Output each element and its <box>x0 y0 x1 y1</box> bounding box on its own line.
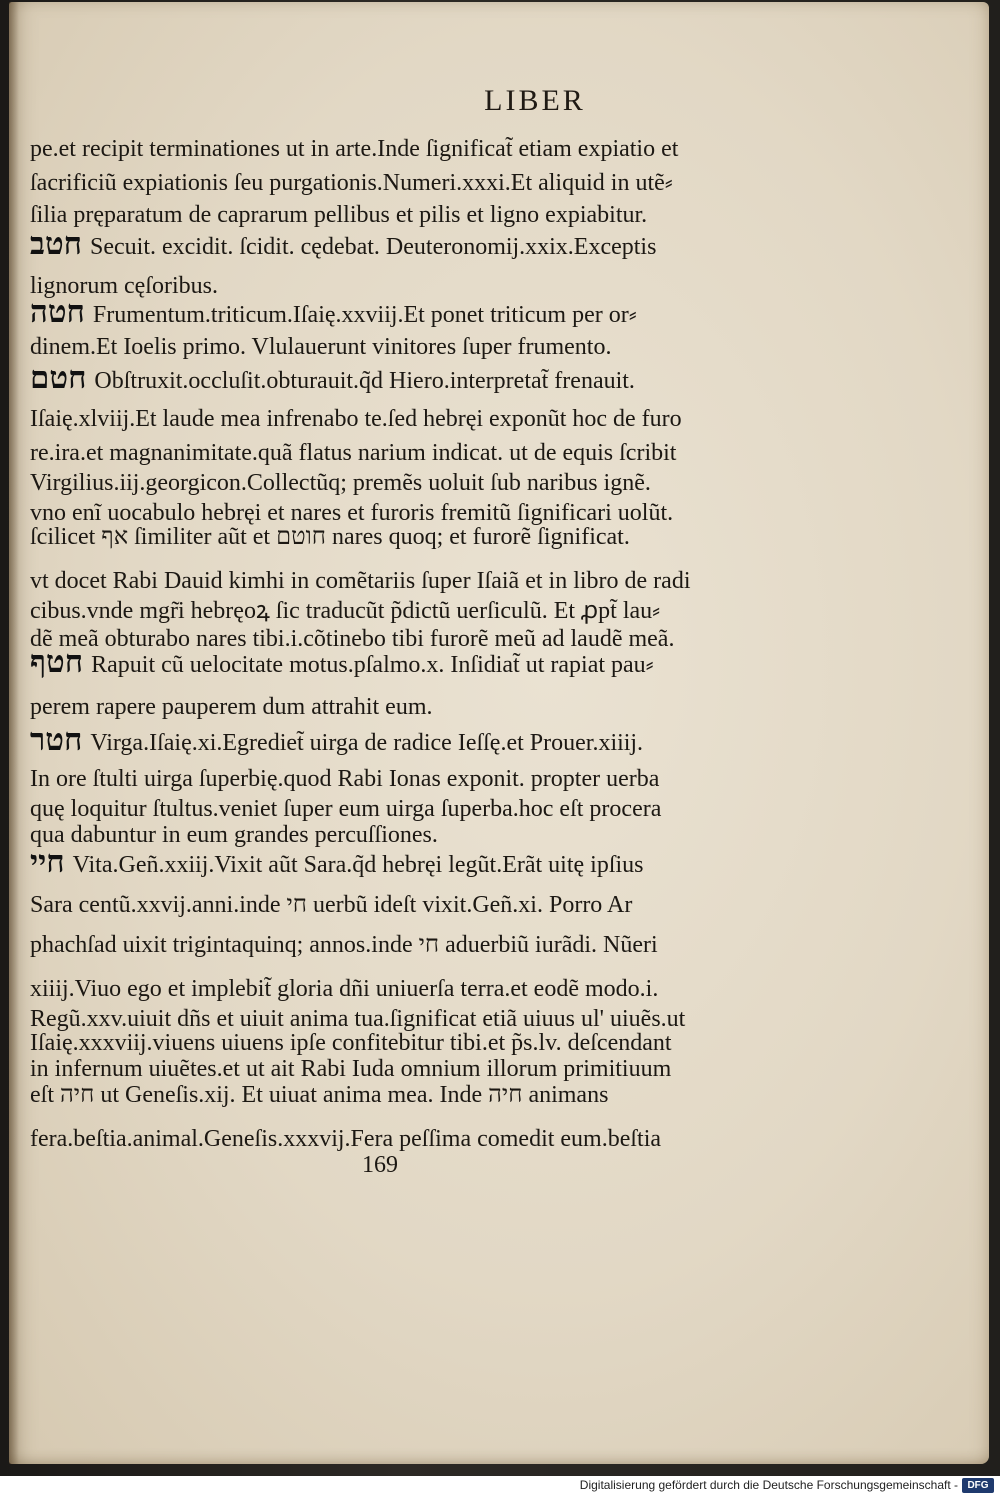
line-text: pe.et recipit terminationes ut in arte.Inde ſignificat̃ etiam expiatio et <box>30 136 679 162</box>
text-line <box>30 137 678 161</box>
text-line <box>30 823 438 847</box>
line-text: re.ira.et magnanimitate.quã flatus narium indicat. ut de equis ſcribit <box>30 440 677 466</box>
text-line <box>30 441 676 465</box>
line-text: Obſtruxit.occluſit.obturauit.q̃d Hiero.interpretat̃ frenauit. <box>94 368 635 394</box>
text-line <box>30 599 660 623</box>
line-text: in infernum uiuẽtes.et ut ait Rabi Iuda omnium illorum primitiuum <box>30 1056 672 1082</box>
line-text: Frumentum.triticum.Iſaię.xxviĳ.Et ponet triticum per or⸗ <box>92 302 637 328</box>
text-line <box>30 171 673 195</box>
text-line <box>30 203 647 227</box>
text-line <box>30 695 432 719</box>
text-line <box>30 335 611 359</box>
hebrew-headword: חטה <box>30 294 85 330</box>
text-line <box>30 226 657 262</box>
text-line <box>30 977 658 1001</box>
line-text: vno enĩ uocabulo hebręi et nares et furoris fremitũ ſignificari uolũt. <box>30 500 674 526</box>
line-text: xiiĳ.Viuo ego et implebit̃ gloria dñi uniuerſa terra.et eodẽ modo.i. <box>30 976 659 1002</box>
text-line <box>30 501 673 525</box>
line-text: dinem.Et Ioelis primo. Vlulauerunt vinitores ſuper frumento. <box>30 334 612 360</box>
hebrew-headword: חיי <box>30 844 65 880</box>
line-text: fera.beſtia.animal.Geneſis.xxxvĳ.Fera peſſima comedit eum.beſtia <box>30 1126 662 1152</box>
text-line <box>30 1031 672 1055</box>
line-text: Iſaię.xlviĳ.Et laude mea infrenabo te.ſed hebręi exponũt hoc de furo <box>30 406 682 432</box>
line-text: ſcilicet אף ſimiliter aũt et חוטם nares quoq; et furorẽ ſignificat. <box>30 524 630 550</box>
hebrew-headword: חטר <box>30 722 83 758</box>
text-line <box>30 569 690 593</box>
running-head: LIBER <box>484 84 586 117</box>
dfg-logo: DFG <box>962 1478 994 1493</box>
footer-credit: Digitalisierung gefördert durch die Deutsche Forschungsgemeinschaft - <box>579 1478 958 1492</box>
hebrew-headword: חטב <box>30 226 83 262</box>
text-line <box>30 407 682 431</box>
line-text: eſt חיה ut Geneſis.xĳ. Et uiuat anima mea. Inde חיה animans <box>30 1082 609 1108</box>
line-text: lignorum cęſoribus. <box>30 273 218 299</box>
text-line <box>30 1127 661 1151</box>
text-line <box>30 1057 671 1081</box>
text-line <box>30 767 659 791</box>
text-line <box>30 294 637 330</box>
line-text: quę loquitur ſtultus.veniet ſuper eum uirga ſuperba.hoc eſt procera <box>30 796 662 822</box>
text-line <box>30 893 632 917</box>
line-text: dẽ meã obturabo nares tibi.i.cõtinebo tibi furorẽ meũ ad laudẽ meã. <box>30 626 675 652</box>
page-gutter-shadow <box>9 2 19 1464</box>
folio-number: 169 <box>362 1152 398 1178</box>
text-line <box>30 471 651 495</box>
line-text: Virgilius.iĳ.georgicon.Collectũq; premẽs uoluit ſub naribus ignẽ. <box>30 470 651 496</box>
line-text: vt docet Rabi Dauid kimhi in comẽtariis ſuper Iſaiã et in libro de radi <box>30 568 691 594</box>
line-text: Vita.Geñ.xxiĳ.Vixit aũt Sara.q̃d hebręi legũt.Erãt uitę ipſius <box>72 852 644 878</box>
text-line <box>30 722 644 758</box>
line-text: perem rapere pauperem dum attrahit eum. <box>30 694 433 720</box>
line-text: Iſaię.xxxviĳ.viuens uiuens ipſe confitebitur tibi.et p̃s.lv. deſcendant <box>30 1030 672 1056</box>
line-text: cibus.vnde mgr̃i hebręoꝝ ſic traducũt p̃dictũ uerſiculũ. Et ꝓpt̃ lau⸗ <box>30 598 661 624</box>
line-text: ſilia pręparatum de caprarum pellibus et pilis et ligno expiabitur. <box>30 202 648 228</box>
line-text: In ore ſtulti uirga ſuperbię.quod Rabi Ionas exponit. propter uerba <box>30 766 660 792</box>
text-line <box>30 1083 608 1107</box>
text-line <box>30 844 644 880</box>
line-text: Rapuit cũ uelocitate motus.pſalmo.x. Inſidiat̃ ut rapiat pau⸗ <box>91 652 654 678</box>
line-text: Sara centũ.xxvĳ.anni.inde חי uerbũ ideſt vixit.Geñ.xi. Porro Ar <box>30 892 633 918</box>
hebrew-headword: חטף <box>30 644 84 680</box>
hebrew-headword: חטם <box>30 360 87 396</box>
line-text: qua dabuntur in eum grandes percuſſiones. <box>30 822 438 848</box>
line-text: ſacrificiũ expiationis ſeu purgationis.Numeri.xxxi.Et aliquid in utẽ⸗ <box>30 170 673 196</box>
text-line <box>30 933 658 957</box>
text-line <box>30 525 630 549</box>
text-line <box>30 644 654 680</box>
line-text: Regũ.xxv.uiuit dñs et uiuit anima tua.ſignificat etiã uiuus ul' uiuẽs.ut <box>30 1006 686 1032</box>
text-line <box>30 360 635 396</box>
line-text: Virga.Iſaię.xi.Egrediet̃ uirga de radice Ieſſę.et Prouer.xiiĳ. <box>90 730 644 756</box>
line-text: phachſad uixit trigintaquinq; annos.inde חי aduerbiũ iurãdi. Nũeri <box>30 932 658 958</box>
text-line <box>30 1007 685 1031</box>
line-text: Secuit. excidit. ſcidit. cędebat. Deuteronomĳ.xxix.Exceptis <box>90 234 657 260</box>
text-line <box>30 797 661 821</box>
